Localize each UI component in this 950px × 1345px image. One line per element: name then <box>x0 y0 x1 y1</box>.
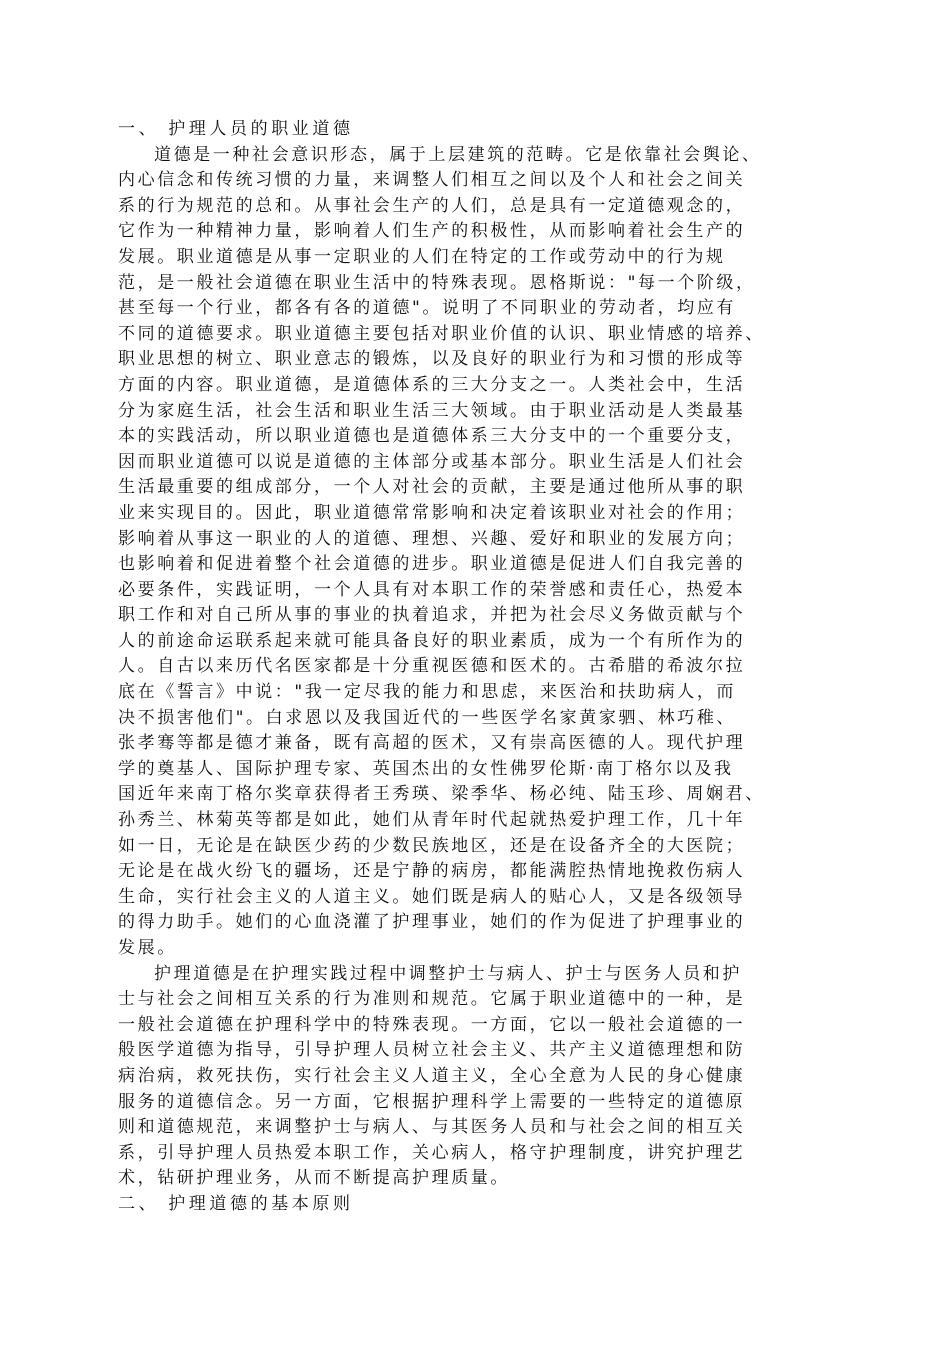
section-heading-2: 二、 护理道德的基本原则 <box>118 1193 354 1214</box>
paragraph-line: 护理道德是在护理实践过程中调整护士与病人、护士与医务人员和护 <box>154 963 742 984</box>
paragraph-line: 生活最重要的组成部分，一个人对社会的贡献，主要是通过他所从事的职 <box>118 477 746 498</box>
paragraph-line: 道德是一种社会意识形态，属于上层建筑的范畴。它是依靠社会舆论、 <box>154 144 762 165</box>
paragraph-line: 范，是一般社会道德在职业生活中的特殊表现。恩格斯说："每一个阶级， <box>118 272 756 293</box>
section-heading-1: 一、 护理人员的职业道德 <box>118 119 354 139</box>
paragraph-line: 无论是在战火纷飞的疆场，还是宁静的病房，都能满腔热情地挽救伤病人 <box>118 861 746 882</box>
paragraph-line: 服务的道德信念。另一方面，它根据护理科学上需要的一些特定的道德原 <box>118 1091 746 1112</box>
paragraph-line: 不同的道德要求。职业道德主要包括对职业价值的认识、职业情感的培养、 <box>118 323 765 344</box>
paragraph-line: 底在《誓言》中说："我一定尽我的能力和思虑，来医治和扶助病人，而 <box>118 682 737 703</box>
paragraph-line: 一般社会道德在护理科学中的特殊表现。一方面，它以一般社会道德的一 <box>118 1014 746 1035</box>
paragraph-line: 本的实践活动，所以职业道德也是道德体系三大分支中的一个重要分支， <box>118 426 746 447</box>
paragraph-line: 系，引导护理人员热爱本职工作，关心病人，格守护理制度，讲究护理艺 <box>118 1142 746 1163</box>
paragraph-line: 因而职业道德可以说是道德的主体部分或基本部分。职业生活是人们社会 <box>118 451 746 472</box>
paragraph-line: 学的奠基人、国际护理专家、英国杰出的女性佛罗伦斯·南丁格尔以及我 <box>118 758 734 779</box>
paragraph-line: 发展。 <box>118 938 177 958</box>
paragraph-line: 则和道德规范，来调整护士与病人、与其医务人员和与社会之间的相互关 <box>118 1117 746 1138</box>
paragraph-line: 它作为一种精神力量，影响着人们生产的积极性，从而影响着社会生产的 <box>118 221 746 242</box>
paragraph-line: 如一日，无论是在缺医少药的少数民族地区，还是在设备齐全的大医院； <box>118 835 746 856</box>
paragraph-line: 生命，实行社会主义的人道主义。她们既是病人的贴心人，又是各级领导 <box>118 886 746 907</box>
paragraph-line: 般医学道德为指导，引导护理人员树立社会主义、共产主义道德理想和防 <box>118 1040 746 1061</box>
paragraph-line: 人。自古以来历代名医家都是十分重视医德和医术的。古希腊的希波尔拉 <box>118 656 746 677</box>
paragraph-line: 方面的内容。职业道德，是道德体系的三大分支之一。人类社会中，生活 <box>118 374 746 395</box>
paragraph-line: 必要条件，实践证明，一个人具有对本职工作的荣誉感和责任心，热爱本 <box>118 579 746 600</box>
paragraph-line: 人的前途命运联系起来就可能具备良好的职业素质，成为一个有所作为的 <box>118 630 746 651</box>
paragraph-line: 孙秀兰、林菊英等都是如此，她们从青年时代起就热爱护理工作，几十年 <box>118 810 746 831</box>
paragraph-line: 的得力助手。她们的心血浇灌了护理事业，她们的作为促进了护理事业的 <box>118 912 746 933</box>
paragraph-line: 国近年来南丁格尔奖章获得者王秀瑛、梁季华、杨必纯、陆玉珍、周娴君、 <box>118 784 765 805</box>
paragraph-line: 系的行为规范的总和。从事社会生产的人们，总是具有一定道德观念的， <box>118 195 746 216</box>
paragraph-line: 内心信念和传统习惯的力量，来调整人们相互之间以及个人和社会之间关 <box>118 170 746 191</box>
paragraph-line: 士与社会之间相互关系的行为准则和规范。它属于职业道德中的一种，是 <box>118 989 746 1010</box>
paragraph-line: 甚至每一个行业，都各有各的道德"。说明了不同职业的劳动者，均应有 <box>118 298 737 319</box>
paragraph-line: 决不损害他们"。白求恩以及我国近代的一些医学名家黄家驷、林巧稚、 <box>118 707 737 728</box>
document-page <box>118 117 834 1218</box>
paragraph-line: 发展。职业道德是从事一定职业的人们在特定的工作或劳动中的行为规 <box>118 246 726 267</box>
paragraph-line: 病治病，救死扶伤，实行社会主义人道主义，全心全意为人民的身心健康 <box>118 1065 746 1086</box>
paragraph-line: 张孝骞等都是德才兼备，既有高超的医术，又有崇高医德的人。现代护理 <box>118 733 746 754</box>
paragraph-line: 职业思想的树立、职业意志的锻炼，以及良好的职业行为和习惯的形成等 <box>118 349 746 370</box>
paragraph-line: 分为家庭生活，社会生活和职业生活三大领域。由于职业活动是人类最基 <box>118 400 746 421</box>
paragraph-line: 术，钻研护理业务，从而不断提高护理质量。 <box>118 1168 510 1189</box>
paragraph-line: 影响着从事这一职业的人的道德、理想、兴趣、爱好和职业的发展方向； <box>118 528 746 549</box>
paragraph-line: 业来实现目的。因此，职业道德常常影响和决定着该职业对社会的作用； <box>118 502 746 523</box>
paragraph-line: 也影响着和促进着整个社会道德的进步。职业道德是促进人们自我完善的 <box>118 554 746 575</box>
paragraph-line: 职工作和对自己所从事的事业的执着追求，并把为社会尽义务做贡献与个 <box>118 605 746 626</box>
